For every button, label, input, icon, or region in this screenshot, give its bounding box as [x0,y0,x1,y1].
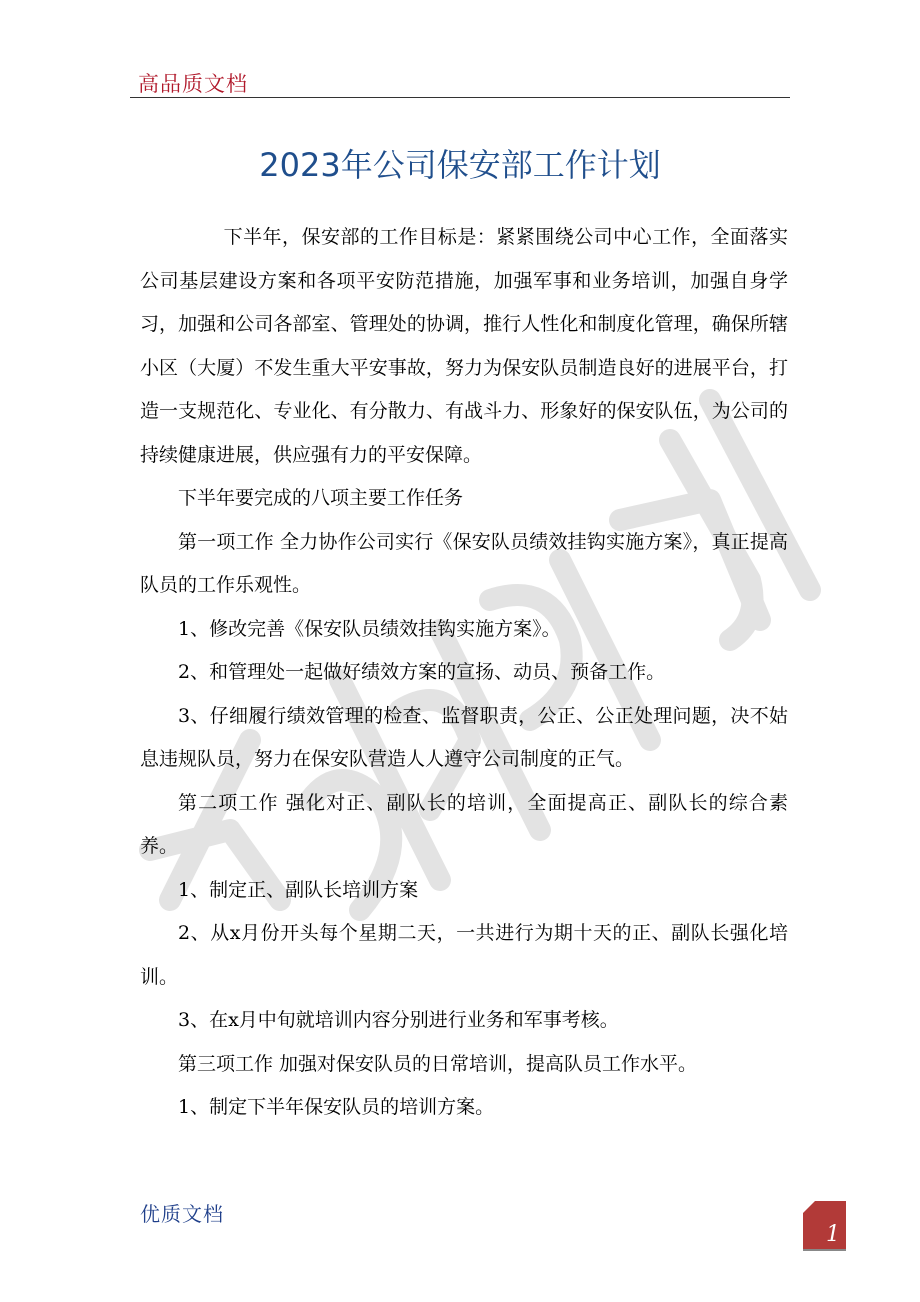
header-divider [130,97,790,98]
paragraph: 第三项工作 加强对保安队员的日常培训，提高队员工作水平。 [178,1052,698,1075]
paragraph: 2、和管理处一起做好绩效方案的宣扬、动员、预备工作。 [178,661,666,683]
paragraph: 1、修改完善《保安队员绩效挂钩实施方案》。 [178,617,561,640]
header-label: 高品质文档 [138,72,248,96]
paragraph: 3、在x月中旬就培训内容分别进行业务和军事考核。 [178,1009,619,1031]
document-title: 2023年公司保安部工作计划 [259,146,661,184]
badge-corner-fold [803,1201,815,1213]
paragraph: 2、从x月份开头每个星期二天，一共进行为期十天的正、副队长强化培训。 [140,922,788,988]
paragraph: 下半年要完成的八项主要工作任务 [178,487,464,509]
paragraph: 1、制定下半年保安队员的培训方案。 [178,1096,495,1118]
document-body [140,216,788,1130]
paragraph: 1、制定正、副队长培训方案 [178,878,419,901]
paragraph: 第二项工作 强化对正、副队长的培训，全面提高正、副队长的综合素养。 [140,791,788,857]
page-number: 1 [826,1222,840,1247]
paragraph: 第一项工作 全力协作公司实行《保安队员绩效挂钩实施方案》，真正提高队员的工作乐观性。 [140,530,788,596]
page-number-badge [803,1201,846,1249]
footer-label: 优质文档 [140,1202,224,1226]
badge-underline [803,1249,846,1251]
paragraph: 下半年，保安部的工作目标是：紧紧围绕公司中心工作，全面落实公司基层建设方案和各项平安防范措施，加强军事和业务培训，加强自身学习，加强和公司各部室、管理处的协调，推行人性化和制度化管理，确保所辖小区（大厦）不发生重大平安事故，努力为保安队员制造良好的进展平台，打造一支规范化、专业化、有分散力、有战斗力、形象好的保安队伍，为公司的持续健康进展，供应强有力的平安保障。 [140,226,788,466]
paragraph: 3、仔细履行绩效管理的检查、监督职责，公正、公正处理问题，决不姑息违规队员，努力在保安队营造人人遵守公司制度的正气。 [140,704,788,770]
